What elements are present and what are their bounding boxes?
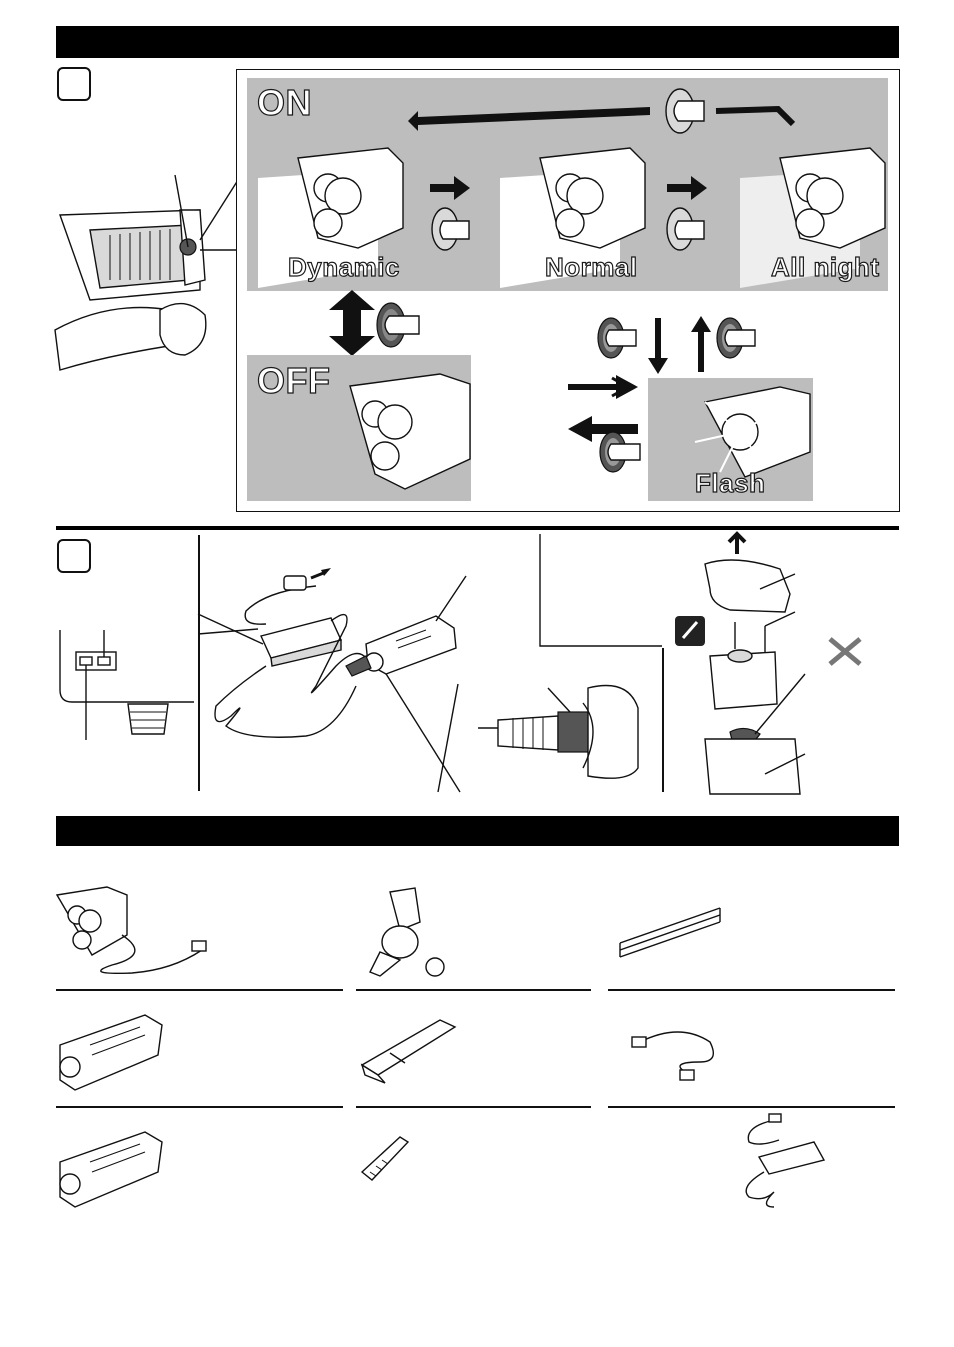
to-flash-double-arrow	[568, 375, 638, 399]
power-button-icon-flash-b	[715, 316, 759, 360]
on-off-toggle-arrow	[327, 290, 377, 356]
accessory-velcro-strap-large-icon	[360, 1015, 470, 1085]
accessory-row-1-rule-a	[56, 989, 343, 991]
accessory-bracket-icon	[360, 882, 460, 982]
accessory-extension-cable-icon	[630, 1012, 730, 1092]
mode-label-all-night: All night	[771, 252, 880, 282]
accessory-row-1-rule-b	[356, 989, 591, 991]
step-2-box	[57, 539, 91, 573]
power-button-hold-icon	[375, 300, 425, 350]
mode-label-dynamic: Dynamic	[288, 252, 400, 282]
flash-exit-arrow	[691, 316, 711, 372]
accessory-row-2-rule-a	[56, 1106, 343, 1108]
section-header-bar-1	[56, 26, 899, 58]
section-header-bar-3	[56, 816, 899, 846]
section-header-bar-2	[56, 526, 899, 530]
battery-mount-illustration	[685, 534, 885, 794]
accessory-row-1-rule-c	[608, 989, 895, 991]
headlight-off-icon	[345, 374, 475, 494]
power-button-icon-flash-a	[596, 316, 640, 360]
power-button-icon-flash-c	[598, 430, 644, 474]
accessory-row-2-rule-c	[608, 1106, 895, 1108]
cycle-back-arrow	[398, 96, 818, 136]
accessory-battery-icon	[50, 1005, 170, 1095]
accessory-headlight-icon	[52, 885, 212, 985]
charger-battery-setup	[206, 566, 466, 766]
power-button-press-icon-1	[427, 205, 472, 255]
next-mode-arrow-1	[430, 176, 470, 200]
flash-label: Flash	[695, 468, 766, 498]
connector-closeup	[478, 668, 658, 798]
next-mode-arrow-2	[667, 176, 707, 200]
power-button-press-icon-top	[658, 87, 708, 137]
accessory-ac-charger-icon	[734, 1112, 844, 1212]
off-label: OFF	[257, 360, 331, 401]
headlight-flash-icon	[685, 382, 815, 482]
power-button-press-icon-2	[662, 205, 707, 255]
step-1-box	[57, 67, 91, 101]
accessory-row-2-rule-b	[356, 1106, 591, 1108]
mode-label-normal: Normal	[545, 252, 638, 282]
flash-enter-arrow	[648, 318, 668, 374]
accessory-velcro-strap-small-icon	[360, 1132, 420, 1192]
accessory-rubber-shims-icon	[615, 898, 735, 958]
on-label: ON	[257, 82, 312, 123]
accessory-battery-alt-icon	[50, 1122, 170, 1212]
battery-port-closeup	[56, 630, 196, 740]
